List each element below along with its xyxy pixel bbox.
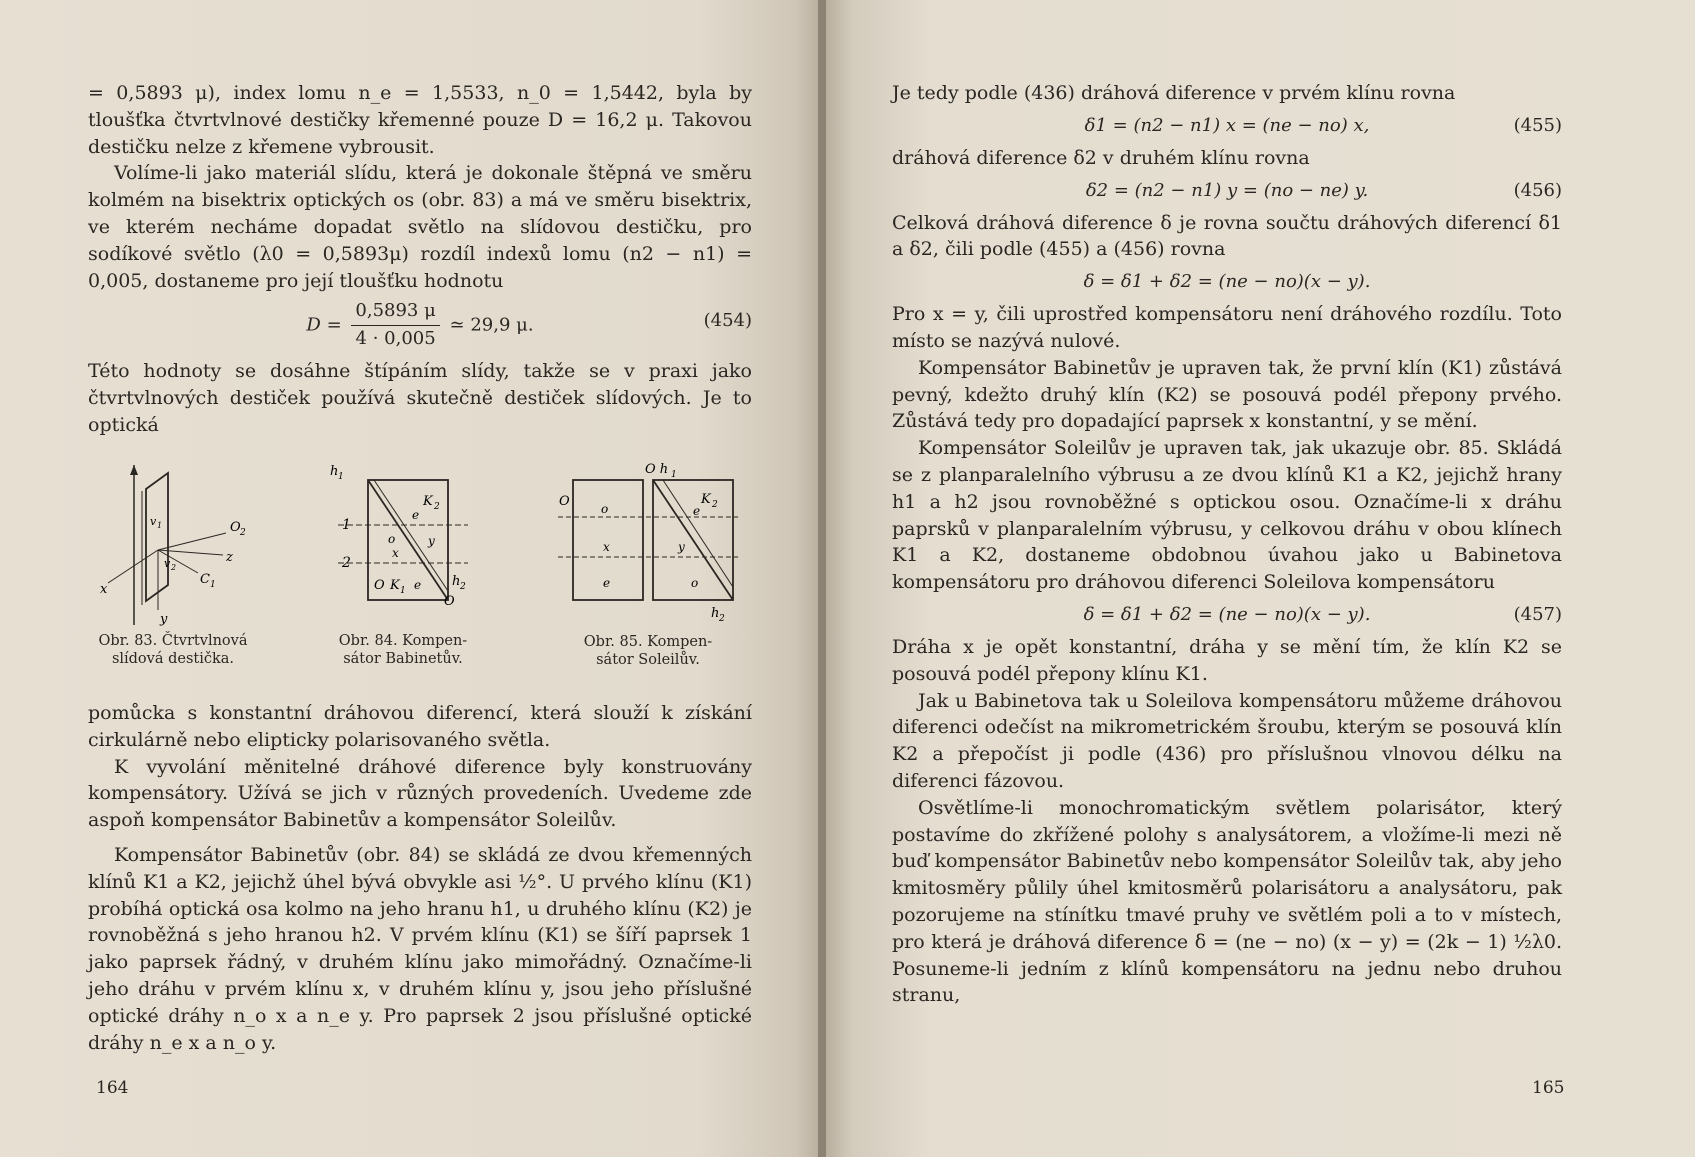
figure-84 <box>318 455 488 668</box>
paragraph: Je tedy podle (436) dráhová diference v prvém klínu rovna <box>892 82 1456 104</box>
svg-text:2: 2 <box>240 528 246 538</box>
svg-text:O: O <box>374 578 385 593</box>
svg-text:K: K <box>390 578 400 593</box>
equation-body: δ = δ1 + δ2 = (ne − no)(x − y). <box>1083 603 1371 625</box>
equation-total <box>892 263 1562 301</box>
left-text-top <box>88 80 752 439</box>
svg-text:O: O <box>230 520 241 535</box>
svg-text:2: 2 <box>719 614 725 624</box>
svg-text:v: v <box>150 515 157 528</box>
figure-caption <box>318 632 488 668</box>
paragraph: Jak u Babinetova tak u Soleilova kompensátoru můžeme dráhovou diferenci odečíst na mikrometrickém šroubu, kterým se posouvá klín K2 a přepočíst ji podle (436) pro příslušnou vlnovou délku na diferenci fázovou. <box>892 689 1562 792</box>
svg-text:K: K <box>423 494 433 509</box>
figure-84-drawing <box>328 455 478 630</box>
caption-line: sátor Babinetův. <box>343 651 463 667</box>
paragraph: K vyvolání měnitelné dráhové diference byly konstruovány kompensátory. Užívá se jich v různých provedeních. Uvedeme zde aspoň kompensátor Babinetův a kompensátor Soleilův. <box>88 755 752 832</box>
svg-text:C: C <box>200 572 210 587</box>
equation-number: (455) <box>1513 114 1562 136</box>
equation-body: δ1 = (n2 − n1) x = (ne − no) x, <box>1084 114 1370 136</box>
eq-rhs: ≃ 29,9 μ. <box>449 314 534 336</box>
svg-text:o: o <box>691 576 699 590</box>
paragraph: Volíme-li jako materiál slídu, která je dokonale štěpná ve směru kolmém na bisektrix optických os (obr. 83) a má ve směru bisektrix, ve kterém necháme dopadat světlo na slídovou destičku, pro sodíkové světlo (λ0 = 0,5893μ) rozdíl indexů lomu (n2 − n1) = 0,005, dostaneme pro její tloušťku hodnotu <box>88 162 752 292</box>
svg-text:1: 1 <box>157 521 163 530</box>
svg-text:h: h <box>452 574 461 589</box>
svg-text:e: e <box>603 576 611 590</box>
svg-text:o: o <box>601 502 609 516</box>
left-page <box>0 0 820 1157</box>
svg-text:h: h <box>330 464 339 479</box>
paragraph: Kompensátor Soleilův je upraven tak, jak ukazuje obr. 85. Skládá se z planparalelního výbrusu a ze dvou klínů K1 a K2, jejichž hrany h1 a h2 jsou rovnoběžné s optickou osou. Označíme-li x dráhu paprsků v planparalelním výbrusu, y celkovou dráhu v obou klínech K1 a K2, dostaneme obdobnou úvahou jako u Babinetova kompensátoru pro dráhovou diferenci Soleilova kompensátoru <box>892 437 1562 594</box>
left-text-bottom <box>88 700 752 1056</box>
svg-text:1: 1 <box>671 470 677 480</box>
svg-text:1: 1 <box>338 472 344 482</box>
figure-83-drawing <box>98 455 248 630</box>
equation-number: (454) <box>703 310 752 332</box>
caption-line: sátor Soleilův. <box>596 652 700 668</box>
equation-number: (456) <box>1513 179 1562 201</box>
caption-line: slídová destička. <box>111 651 235 667</box>
figure-85-drawing <box>553 455 743 635</box>
caption-line: Obr. 85. Kompen- <box>583 634 713 650</box>
svg-text:1: 1 <box>342 517 351 533</box>
svg-text:e: e <box>414 578 422 592</box>
svg-text:y: y <box>428 534 435 548</box>
equation-body: δ2 = (n2 − n1) y = (no − ne) y. <box>1085 179 1369 201</box>
caption-line: Obr. 83. Čtvrtvlnová <box>98 633 248 649</box>
svg-text:1: 1 <box>210 580 216 590</box>
eq-denominator: 4 · 0,005 <box>355 328 436 350</box>
figure-row <box>88 455 778 685</box>
equation-456 <box>892 172 1562 210</box>
svg-text:x: x <box>603 540 610 554</box>
paragraph: Této hodnoty se dosáhne štípáním slídy, takže se v praxi jako čtvrtvlnových destiček používá skutečně destiček slídových. Je to optická <box>88 360 752 436</box>
svg-text:y: y <box>678 540 685 554</box>
svg-text:o: o <box>388 532 396 546</box>
paragraph: Kompensátor Babinetův (obr. 84) se skládá ze dvou křemenných klínů K1 a K2, jejichž úhel bývá obvykle asi ½°. U prvého klínu (K1) probíhá optická osa kolmo na jeho hranu h1, u druhého klínu (K2) je rovnoběžná s jeho hranou h2. V prvém klínu (K1) se šíří paprsek 1 jako paprsek řádný, v druhém klínu jako mimořádný. Označíme-li jeho dráhu v prvém klínu x, v druhém klínu y, jsou jeho příslušné optické dráhy n_o x a n_e y. Pro paprsek 2 jsou příslušné optické dráhy n_e x a n_o y. <box>88 843 752 1054</box>
figure-caption <box>543 633 753 669</box>
svg-text:z: z <box>226 550 233 565</box>
paragraph: Dráha x je opět konstantní, dráha y se mění tím, že klín K2 se posouvá podél přepony klínu K1. <box>892 635 1562 685</box>
equation-455 <box>892 107 1562 145</box>
paragraph: dráhová diference δ2 v druhém klínu rovna <box>892 146 1310 169</box>
svg-text:O: O <box>559 494 570 509</box>
svg-text:2: 2 <box>434 502 440 512</box>
equation-457 <box>892 596 1562 634</box>
paragraph: Kompensátor Babinetův je upraven tak, že první klín (K1) zůstává pevný, kdežto druhý klín (K2) se posouvá podél přepony prvého. Zůstává tedy pro dopadající paprsek x konstantní, y se mění. <box>892 356 1562 433</box>
right-page <box>826 0 1695 1157</box>
svg-text:2: 2 <box>460 582 466 592</box>
paragraph: pomůcka s konstantní dráhovou diferencí, která slouží k získání cirkulárně nebo elipticky polarisovaného světla. <box>88 702 752 751</box>
figure-85 <box>543 455 753 669</box>
svg-text:2: 2 <box>712 500 718 510</box>
paragraph: Celková dráhová diference δ je rovna součtu dráhových diferencí δ1 a δ2, čili podle (455) a (456) rovna <box>892 211 1562 261</box>
equation-body: δ = δ1 + δ2 = (ne − no)(x − y). <box>1083 271 1371 293</box>
svg-text:1: 1 <box>400 586 406 596</box>
svg-text:e: e <box>412 508 420 522</box>
svg-text:y: y <box>160 612 168 627</box>
caption-line: Obr. 84. Kompen- <box>338 633 468 649</box>
figure-caption <box>88 632 258 668</box>
svg-text:2: 2 <box>342 555 351 571</box>
paragraph: Pro x = y, čili uprostřed kompensátoru není dráhového rozdílu. Toto místo se nazývá nulové. <box>892 303 1562 352</box>
paragraph: = 0,5893 μ), index lomu n_e = 1,5533, n_0 = 1,5442, byla by tloušťka čtvrtvlnové destičky křemenné pouze D = 16,2 μ. Takovou destičku nelze z křemene vybrousit. <box>88 82 752 158</box>
page-number-left: 164 <box>96 1078 129 1098</box>
svg-text:K: K <box>701 492 711 507</box>
svg-text:O h: O h <box>645 462 669 477</box>
svg-text:h: h <box>711 606 720 621</box>
figure-83 <box>88 455 258 668</box>
eq-lhs: D = <box>306 314 342 336</box>
paragraph: Osvětlíme-li monochromatickým světlem polarisátor, který postavíme do zkřížené polohy s analysátorem, a vložíme-li mezi ně buď kompensátor Babinetův nebo kompensátor Soleilův tak, aby jeho kmitosměry půlily úhel kmitosměrů polarisátoru a analysátoru, pak pozorujeme na stínítku tmavé pruhy ve světlém poli a to v místech, pro která je dráhová diference δ = (ne − no) (x − y) = (2k − 1) ½λ0. Posuneme-li jedním z klínů kompensátoru na jednu nebo druhou stranu, <box>892 796 1562 1007</box>
eq-fraction <box>351 298 439 353</box>
svg-text:x: x <box>100 582 108 597</box>
svg-text:v: v <box>164 557 171 570</box>
equation-number: (457) <box>1513 603 1562 625</box>
svg-text:2: 2 <box>171 563 177 572</box>
page-number-right: 165 <box>1532 1078 1565 1098</box>
equation-454 <box>88 294 752 348</box>
right-text <box>892 80 1562 1009</box>
eq-numerator: 0,5893 μ <box>351 298 439 326</box>
svg-text:x: x <box>392 546 399 560</box>
svg-text:O: O <box>444 594 455 609</box>
svg-text:e: e <box>693 504 701 518</box>
